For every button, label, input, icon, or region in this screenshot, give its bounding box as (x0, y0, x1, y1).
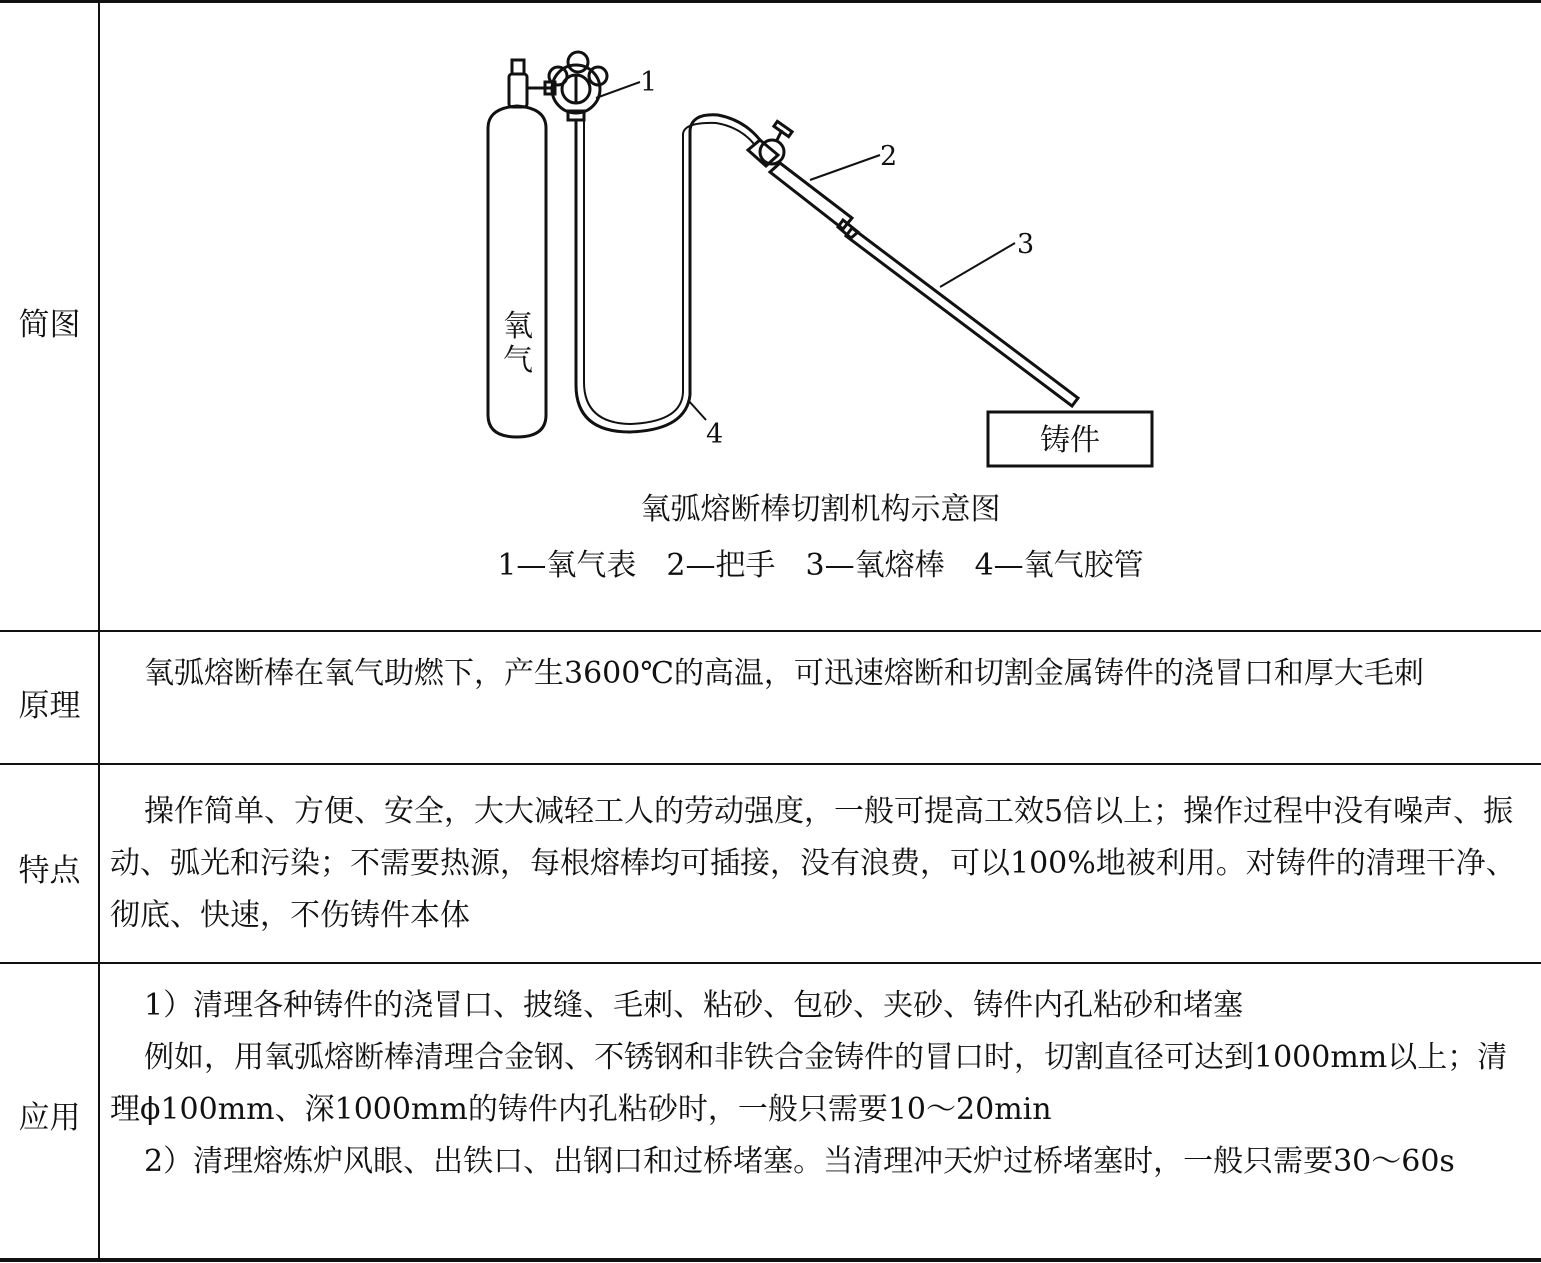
callout-4: 4 (706, 419, 724, 450)
row-header-application: 应用 (18, 1100, 81, 1136)
paragraph: 例如，用氧弧熔断棒清理合金钢、不锈钢和非铁合金铸件的冒口时，切割直径可达到1000mm以上；清理ϕ100mm、深1000mm的铸件内孔粘砂时，一般只需要10～20min (110, 1040, 1508, 1127)
callout-3: 3 (1017, 229, 1035, 260)
cylinder-label-1: 氧 (503, 309, 533, 344)
oxygen-gauge-icon (549, 52, 607, 120)
oxygen-hose (576, 115, 760, 432)
callout-2: 2 (880, 141, 898, 172)
features-text (110, 786, 1532, 942)
row-divider (0, 763, 1541, 765)
row-divider (0, 630, 1541, 632)
oxygen-arc-cutting-diagram (0, 0, 1541, 630)
table-bottom-border (0, 1258, 1541, 1262)
oxygen-cylinder (488, 60, 556, 437)
paragraph: 氧弧熔断棒在氧气助燃下，产生3600℃的高温，可迅速熔断和切割金属铸件的浇冒口和厚大毛刺 (144, 656, 1424, 691)
row-header-features: 特点 (18, 853, 81, 889)
principle-text (110, 648, 1532, 700)
row-divider (0, 962, 1541, 964)
paragraph: 1）清理各种铸件的浇冒口、披缝、毛刺、粘砂、包砂、夹砂、铸件内孔粘砂和堵塞 (144, 988, 1244, 1023)
row-header-diagram: 简图 (18, 307, 81, 343)
paragraph: 操作简单、方便、安全，大大减轻工人的劳动强度，一般可提高工效5倍以上；操作过程中没有噪声、振动、弧光和污染；不需要热源，每根熔棒均可插接，没有浪费，可以100%地被利用。对铸件的清理干净、彻底、快速，不伤铸件本体 (110, 794, 1516, 933)
cutting-handle (748, 121, 858, 238)
callout-1: 1 (640, 67, 658, 98)
paragraph: 2）清理熔炼炉风眼、出铁口、出钢口和过桥堵塞。当清理冲天炉过桥堵塞时，一般只需要30～60s (144, 1144, 1455, 1179)
oxygen-fusion-rod (846, 228, 1078, 406)
cylinder-label-2: 气 (503, 343, 533, 378)
row-header-principle: 原理 (18, 688, 81, 724)
figure-legend: 1—氧气表 2—把手 3—氧熔棒 4—氧气胶管 (497, 548, 1144, 583)
workpiece-label: 铸件 (1040, 423, 1100, 458)
application-text (110, 980, 1532, 1188)
figure-caption: 氧弧熔断棒切割机构示意图 (640, 492, 1001, 527)
